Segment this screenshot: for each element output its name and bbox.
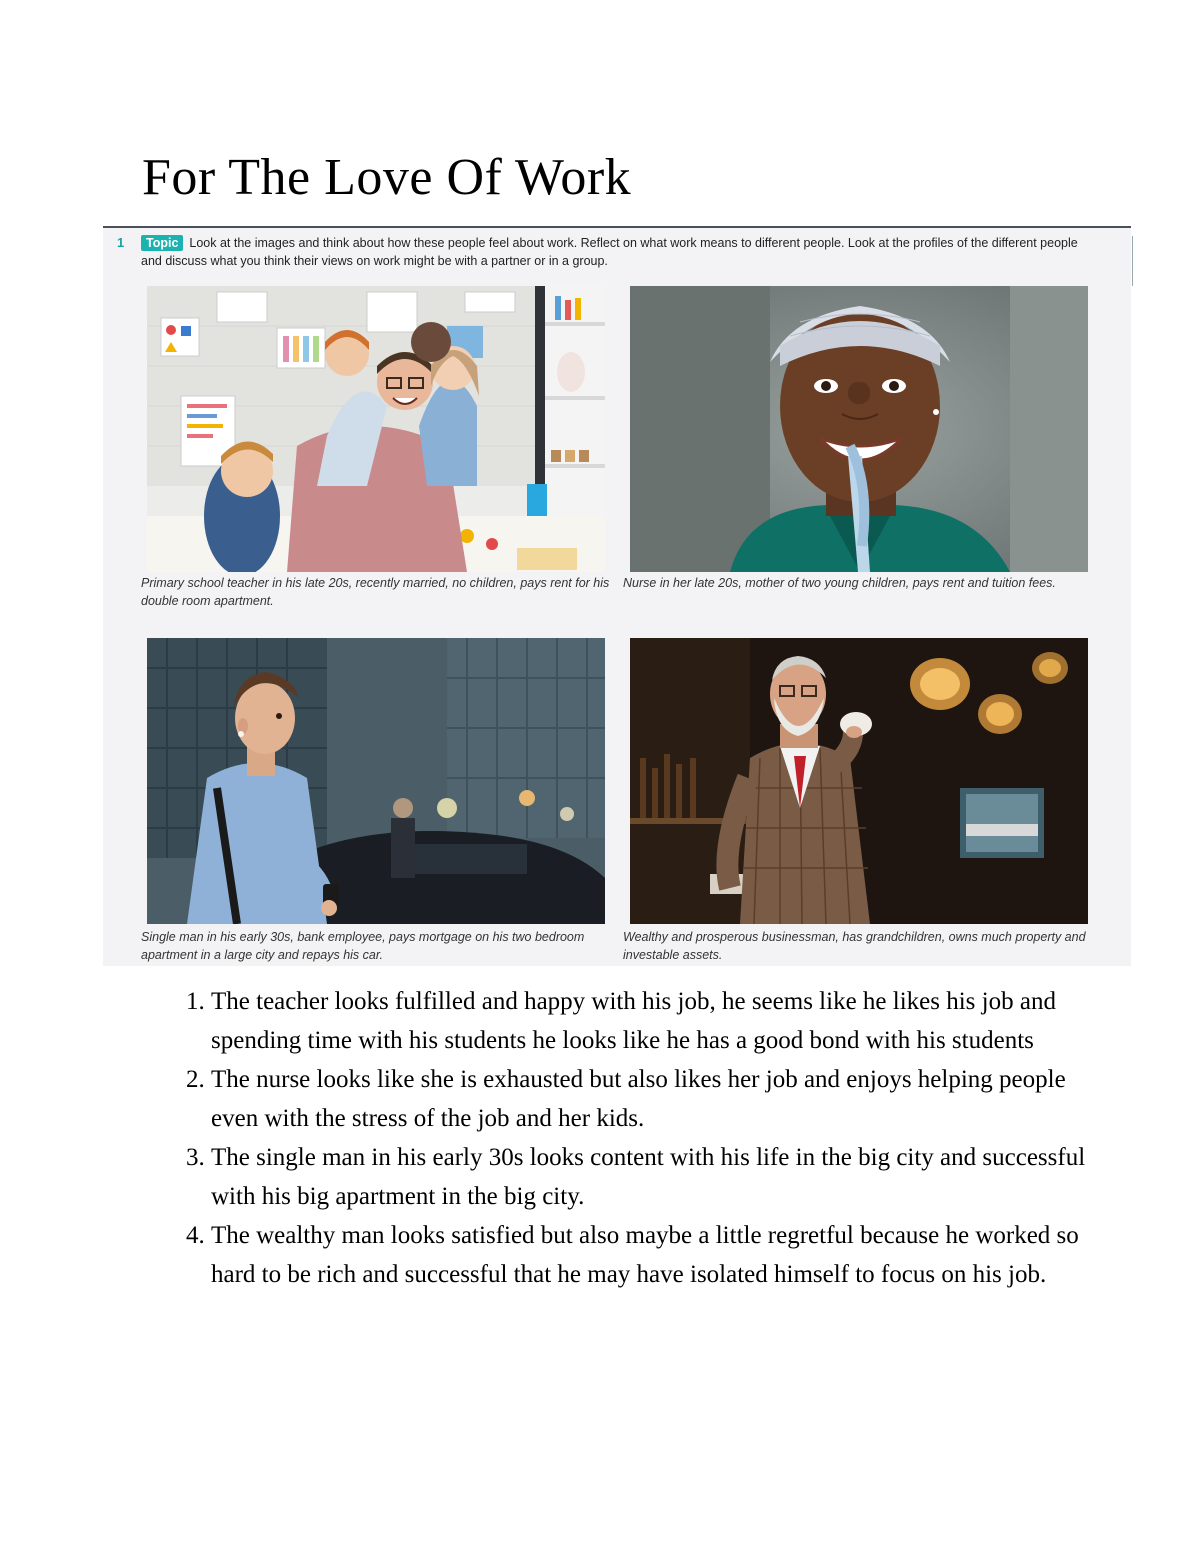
nurse-caption: Nurse in her late 20s, mother of two young children, pays rent and tuition fees.	[623, 576, 1056, 590]
page-title: For The Love Of Work	[142, 149, 632, 206]
teacher-photo	[147, 286, 605, 572]
answer-item: 3. The single man in his early 30s looks content with his life in the big city and successful with his big apartment in the big city.	[211, 1138, 1091, 1216]
answer-item: 1. The teacher looks fulfilled and happy with his job, he seems like he likes his job and spending time with his students he looks like he has a good bond with his students	[211, 982, 1091, 1060]
businessman-caption: Wealthy and prosperous businessman, has grandchildren, owns much property and investable assets.	[623, 930, 1086, 962]
page-edge-mark	[1124, 236, 1133, 286]
answers-list	[175, 982, 1091, 1294]
single-man-caption: Single man in his early 30s, bank employee, pays mortgage on his two bedroom apartment in a large city and repays his car.	[141, 930, 585, 962]
businessman-photo	[630, 638, 1088, 924]
topic-number: 1	[117, 235, 125, 250]
nurse-photo	[630, 286, 1088, 572]
answer-item: 2. The nurse looks like she is exhausted but also likes her job and enjoys helping people even with the stress of the job and her kids.	[211, 1060, 1091, 1138]
textbook-excerpt	[103, 226, 1131, 966]
answer-item: 4. The wealthy man looks satisfied but also maybe a little regretful because he worked so hard to be rich and successful that he may have isolated himself to focus on his job.	[211, 1216, 1091, 1294]
single-man-photo	[147, 638, 605, 924]
topic-text: Look at the images and think about how these people feel about work. Reflect on what work means to different people. Look at the profiles of the different people and discuss what you think their views on work might be with a partner or in a group.	[141, 236, 1078, 268]
teacher-caption: Primary school teacher in his late 20s, recently married, no children, pays rent for his double room apartment.	[141, 576, 610, 608]
topic-badge: Topic	[141, 235, 183, 251]
